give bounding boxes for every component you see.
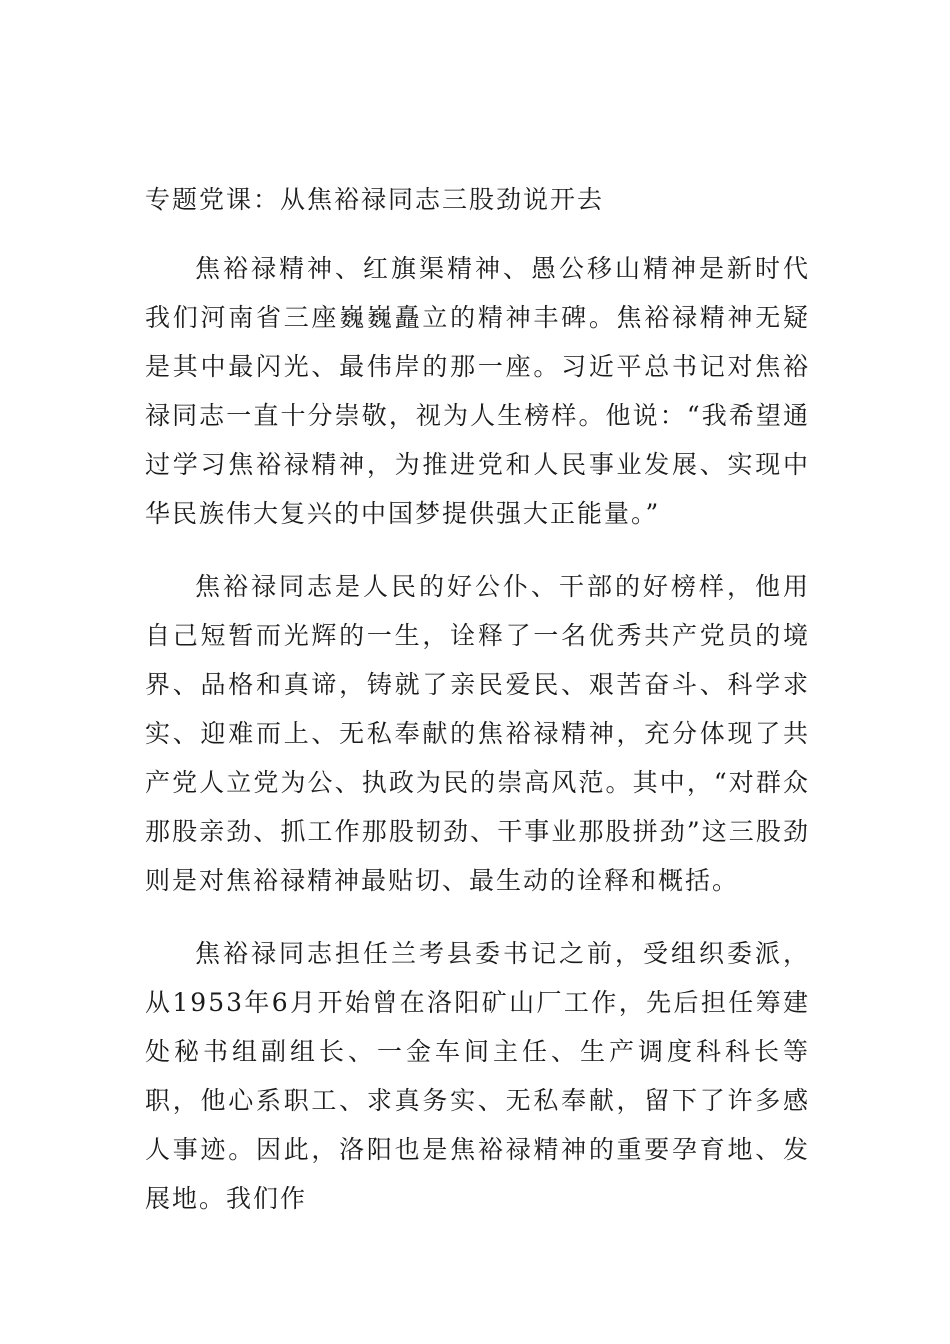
- paragraph-3: 焦裕禄同志担任兰考县委书记之前，受组织委派，从1953年6月开始曾在洛阳矿山厂工作，先后担任筹建处秘书组副组长、一金车间主任、生产调度科科长等职，他心系职工、求真务实、无私奉献，留下了许多感人事迹。因此，洛阳也是焦裕禄精神的重要孕育地、发展地。我们作: [145, 939, 810, 1213]
- document-title: 专题党课：从焦裕禄同志三股劲说开去: [145, 185, 605, 214]
- document-body: [145, 180, 810, 1247]
- paragraph-1: 焦裕禄精神、红旗渠精神、愚公移山精神是新时代我们河南省三座巍巍矗立的精神丰碑。焦裕禄精神无疑是其中最闪光、最伟岸的那一座。习近平总书记对焦裕禄同志一直十分崇敬，视为人生榜样。他说：“我希望通过学习焦裕禄精神，为推进党和人民事业发展、实现中华民族伟大复兴的中国梦提供强大正能量。”: [145, 254, 810, 528]
- paragraph-2: 焦裕禄同志是人民的好公仆、干部的好榜样，他用自己短暂而光辉的一生，诠释了一名优秀共产党员的境界、品格和真谛，铸就了亲民爱民、艰苦奋斗、科学求实、迎难而上、无私奉献的焦裕禄精神，充分体现了共产党人立党为公、执政为民的崇高风范。其中，“对群众那股亲劲、抓工作那股韧劲、干事业那股拼劲”这三股劲则是对焦裕禄精神最贴切、最生动的诠释和概括。: [145, 572, 810, 895]
